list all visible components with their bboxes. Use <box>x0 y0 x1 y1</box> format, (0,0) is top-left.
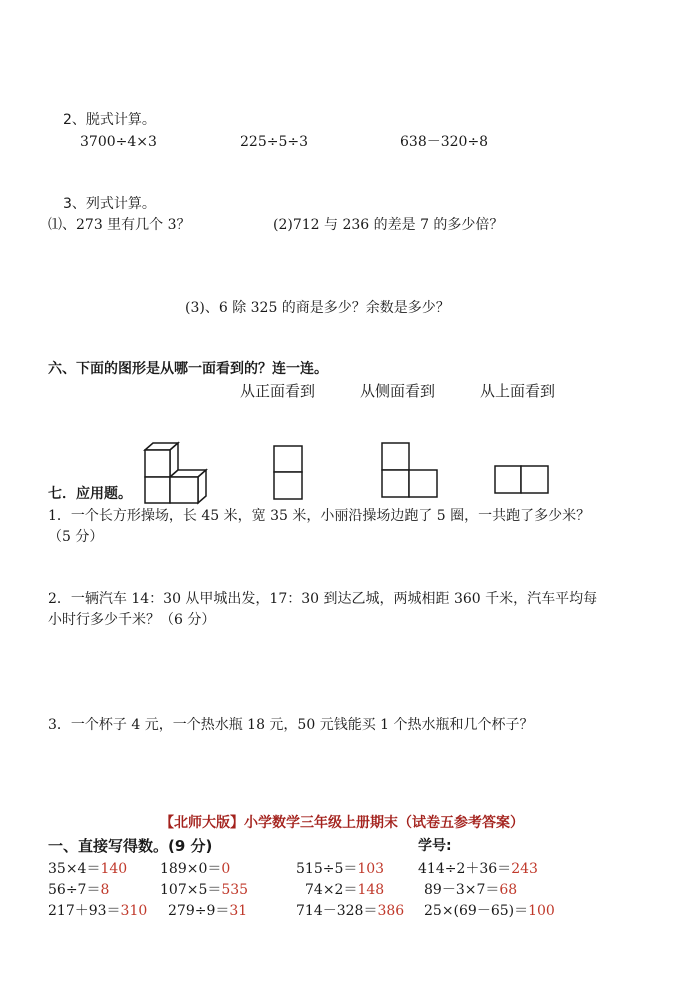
front-view-figure <box>381 442 439 498</box>
q2-item-2: 225÷5÷3 <box>240 134 308 150</box>
q3-heading: 3、列式计算。 <box>63 196 156 212</box>
student-number-label: 学号: <box>418 838 452 854</box>
problem-1-line-1: 1．一个长方形操场，长 45 米，宽 35 米，小丽沿操场边跑了 5 圈，一共跑了多少米？ <box>48 508 591 524</box>
q2-heading: 2、脱式计算。 <box>63 112 156 128</box>
view-label-front: 从正面看到 <box>240 382 316 400</box>
cube-figure <box>140 440 212 506</box>
answer-item: 25×(69－65)＝100 <box>424 903 555 919</box>
view-label-side: 从侧面看到 <box>360 382 436 400</box>
q3-part-3: (3)、6 除 325 的商是多少？余数是多少？ <box>185 300 450 316</box>
answer-item: 414÷2＋36＝243 <box>418 861 538 877</box>
answer-item: 279÷9＝31 <box>168 903 248 919</box>
problem-2-line-2: 小时行多少千米？（6 分） <box>48 612 216 628</box>
problem-3: 3．一个杯子 4 元，一个热水瓶 18 元，50 元钱能买 1 个热水瓶和几个杯子？ <box>48 717 534 733</box>
answer-key-title: 【北师大版】小学数学三年级上册期末（试卷五参考答案） <box>160 815 524 831</box>
problem-1-line-2: （5 分） <box>48 529 104 545</box>
answer-item: 35×4＝140 <box>48 861 128 877</box>
section7-heading: 七．应用题。 <box>48 486 132 502</box>
q2-item-3: 638－320÷8 <box>400 134 489 150</box>
answer-item: 217＋93＝310 <box>48 903 148 919</box>
answer-item: 89－3×7＝68 <box>424 882 518 898</box>
section6-heading: 六、下面的图形是从哪一面看到的？连一连。 <box>48 361 328 377</box>
answer-item: 74×2＝148 <box>305 882 385 898</box>
q2-item-1: 3700÷4×3 <box>80 134 157 150</box>
top-view-figure <box>494 465 550 495</box>
q3-part-1: ⑴、273 里有几个 3？ <box>48 217 191 233</box>
answer-item: 714－328＝386 <box>296 903 405 919</box>
answer-item: 189×0＝0 <box>160 861 231 877</box>
answer-item: 515÷5＝103 <box>296 861 385 877</box>
answer-item: 107×5＝535 <box>160 882 249 898</box>
answer-section1-heading: 一、直接写得数。(9 分) <box>48 837 213 855</box>
answer-item: 56÷7＝8 <box>48 882 110 898</box>
q3-part-2: (2)712 与 236 的差是 7 的多少倍？ <box>273 217 504 233</box>
problem-2-line-1: 2．一辆汽车 14：30 从甲城出发，17：30 到达乙城，两城相距 360 千米，汽车平均每 <box>48 591 598 607</box>
side-view-figure <box>273 445 303 501</box>
view-label-top: 从上面看到 <box>480 382 556 400</box>
